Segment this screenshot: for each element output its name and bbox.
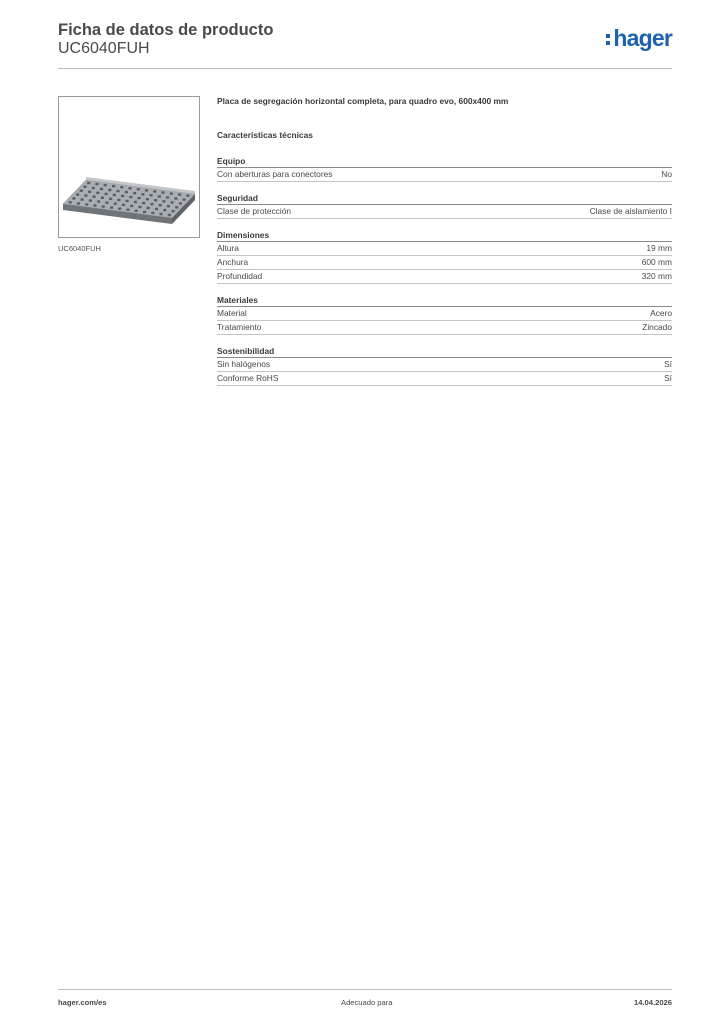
perforation-hole [151, 212, 154, 214]
perforation-hole [159, 213, 162, 215]
hager-logo [606, 25, 672, 51]
spec-row [217, 242, 672, 256]
spec-label: Altura [217, 243, 239, 253]
perforation-hole [147, 207, 150, 209]
section-equipo [217, 156, 672, 182]
perforation-hole [146, 198, 149, 200]
perforation-hole [170, 192, 173, 194]
perforation-hole [72, 197, 75, 199]
perforation-hole [158, 195, 161, 197]
perforation-hole [109, 198, 112, 200]
logo-colon-icon [606, 32, 611, 48]
spec-value: Acero [650, 308, 672, 318]
section-title: Materiales [217, 295, 672, 307]
perforation-hole [110, 206, 113, 208]
spec-row [217, 307, 672, 321]
product-details [217, 96, 672, 386]
footer-website: hager.com/es [58, 998, 107, 1007]
perforation-hole [85, 203, 88, 205]
product-description: Placa de segregación horizontal completa, para quadro evo, 600x400 mm [217, 96, 509, 106]
product-image [58, 96, 200, 238]
section-materiales [217, 295, 672, 335]
perforation-hole [150, 203, 153, 205]
perforation-hole [120, 186, 123, 188]
section-sostenibilidad [217, 346, 672, 386]
perforation-hole [162, 200, 165, 202]
perforation-hole [174, 197, 177, 199]
perforation-hole [69, 201, 72, 203]
section-title: Sostenibilidad [217, 346, 672, 358]
perforation-hole [108, 189, 111, 191]
spec-label: Sin halógenos [217, 359, 271, 369]
perforation-hole [105, 202, 108, 204]
perforation-hole [128, 187, 131, 189]
perforation-hole [117, 199, 120, 201]
spec-value: Sí [664, 359, 672, 369]
perforation-hole [150, 194, 153, 196]
section-title: Seguridad [217, 193, 672, 205]
footer-note: Adecuado para [341, 998, 393, 1007]
header-divider [58, 68, 672, 69]
perforation-hole [112, 185, 115, 187]
spec-row [217, 205, 672, 219]
perforation-hole [145, 189, 148, 191]
spec-row [217, 168, 672, 182]
technical-heading: Características técnicas [217, 130, 313, 140]
perforation-hole [138, 206, 141, 208]
perforation-hole [161, 191, 164, 193]
spec-label: Anchura [217, 257, 249, 267]
perforation-hole [80, 190, 83, 192]
perforation-hole [113, 194, 116, 196]
perforation-hole [153, 190, 156, 192]
spec-value: No [661, 169, 672, 179]
spec-row [217, 256, 672, 270]
perforation-hole [77, 202, 80, 204]
perforation-hole [122, 204, 125, 206]
perforation-hole [134, 201, 137, 203]
perforation-hole [155, 208, 158, 210]
spec-value: Sí [664, 373, 672, 383]
perforation-hole [93, 196, 96, 198]
perforation-hole [141, 193, 144, 195]
perforation-hole [121, 195, 124, 197]
perforation-hole [179, 202, 182, 204]
perforation-hole [129, 196, 132, 198]
perforation-hole [87, 182, 90, 184]
image-caption: UC6040FUH [58, 244, 101, 253]
perforation-hole [159, 204, 162, 206]
perforation-hole [84, 194, 87, 196]
spec-value: Zincado [642, 322, 672, 332]
perforation-hole [89, 199, 92, 201]
perforation-hole [114, 203, 117, 205]
perforation-hole [101, 197, 104, 199]
perforation-hole [100, 188, 103, 190]
perforation-hole [175, 206, 178, 208]
perforation-hole [76, 193, 79, 195]
perforation-hole [126, 209, 129, 211]
perforation-hole [137, 188, 140, 190]
spec-value: 320 mm [641, 271, 672, 281]
section-dimensiones [217, 230, 672, 284]
footer-divider [58, 989, 672, 990]
perforation-hole [95, 183, 98, 185]
perforation-hole [186, 195, 189, 197]
spec-row [217, 358, 672, 372]
perforation-hole [83, 186, 86, 188]
page-title: Ficha de datos de producto [58, 21, 274, 39]
perforation-hole [138, 197, 141, 199]
spec-label: Profundidad [217, 271, 263, 281]
logo-text: hager [613, 24, 672, 51]
perforation-hole [88, 191, 91, 193]
perforation-hole [142, 202, 145, 204]
spec-label: Tratamiento [217, 322, 262, 332]
perforation-hole [130, 205, 133, 207]
spec-row [217, 270, 672, 284]
page-header [58, 20, 672, 70]
footer-date: 14.04.2026 [633, 998, 672, 1007]
perforation-hole [135, 210, 138, 212]
spec-value: 600 mm [641, 257, 672, 267]
product-code: UC6040FUH [58, 40, 150, 57]
perforation-hole [168, 214, 171, 216]
perforation-hole [93, 204, 96, 206]
perforation-hole [133, 192, 136, 194]
perforation-hole [118, 208, 121, 210]
perforation-hole [171, 201, 174, 203]
perforation-hole [116, 190, 119, 192]
spec-label: Material [217, 308, 247, 318]
perforation-hole [167, 205, 170, 207]
spec-value: 19 mm [646, 243, 672, 253]
perforation-hole [97, 200, 100, 202]
perforation-hole [163, 209, 166, 211]
perforation-hole [171, 210, 174, 212]
spec-label: Conforme RoHS [217, 373, 279, 383]
perforation-hole [143, 211, 146, 213]
page-footer [58, 998, 672, 1010]
perforation-hole [154, 199, 157, 201]
section-title: Dimensiones [217, 230, 672, 242]
spec-label: Clase de protección [217, 206, 292, 216]
perforated-plate-icon [59, 97, 199, 237]
spec-value: Clase de aislamiento I [589, 206, 672, 216]
spec-row [217, 372, 672, 386]
spec-label: Con aberturas para conectores [217, 169, 333, 179]
perforation-hole [92, 187, 95, 189]
section-seguridad [217, 193, 672, 219]
perforation-hole [104, 184, 107, 186]
spec-row [217, 321, 672, 335]
perforation-hole [96, 192, 99, 194]
perforation-hole [125, 191, 128, 193]
section-title: Equipo [217, 156, 672, 168]
perforation-hole [102, 205, 105, 207]
perforation-hole [178, 193, 181, 195]
perforation-hole [126, 200, 129, 202]
perforation-hole [183, 198, 186, 200]
perforation-hole [166, 196, 169, 198]
perforation-hole [81, 198, 84, 200]
perforation-hole [105, 193, 108, 195]
